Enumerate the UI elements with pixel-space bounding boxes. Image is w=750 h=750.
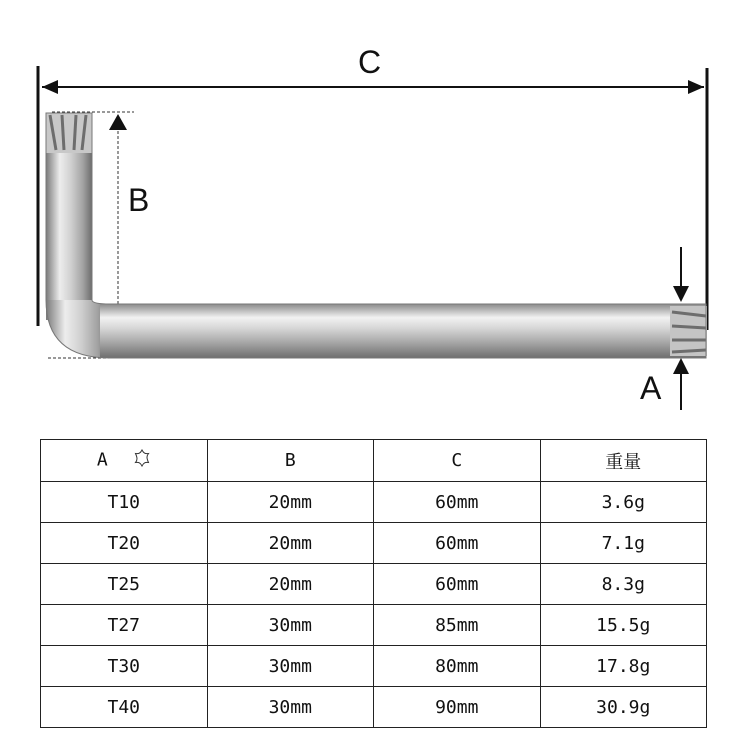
dimension-label-b: B [128,182,150,218]
dimension-label-a: A [640,370,662,406]
cell-weight: 17.8g [540,646,707,687]
table-header-row [41,440,707,482]
cell-c: 85mm [374,605,541,646]
cell-b: 20mm [207,482,374,523]
cell-a: T25 [41,564,208,605]
table-row [41,482,707,523]
cell-weight: 3.6g [540,482,707,523]
cell-c: 60mm [374,482,541,523]
cell-c: 80mm [374,646,541,687]
cell-weight: 8.3g [540,564,707,605]
table-row [41,605,707,646]
cell-a: T40 [41,687,208,728]
cell-c: 60mm [374,523,541,564]
cell-weight: 7.1g [540,523,707,564]
table-row [41,646,707,687]
spec-table [40,439,707,728]
cell-a: T30 [41,646,208,687]
table-row [41,687,707,728]
cell-b: 30mm [207,646,374,687]
header-a-label: A [96,449,108,471]
cell-a: T20 [41,523,208,564]
table-row [41,564,707,605]
cell-c: 60mm [374,564,541,605]
cell-b: 30mm [207,687,374,728]
dimension-label-c: C [358,44,382,80]
cell-b: 20mm [207,564,374,605]
header-a [41,440,208,482]
table-row [41,523,707,564]
cell-a: T10 [41,482,208,523]
cell-c: 90mm [374,687,541,728]
cell-weight: 15.5g [540,605,707,646]
header-c: C [374,440,541,482]
header-weight: 重量 [540,440,707,482]
cell-weight: 30.9g [540,687,707,728]
torx-star-icon [133,449,151,472]
cell-a: T27 [41,605,208,646]
header-b: B [207,440,374,482]
cell-b: 30mm [207,605,374,646]
wrench-body [46,113,707,358]
cell-b: 20mm [207,523,374,564]
